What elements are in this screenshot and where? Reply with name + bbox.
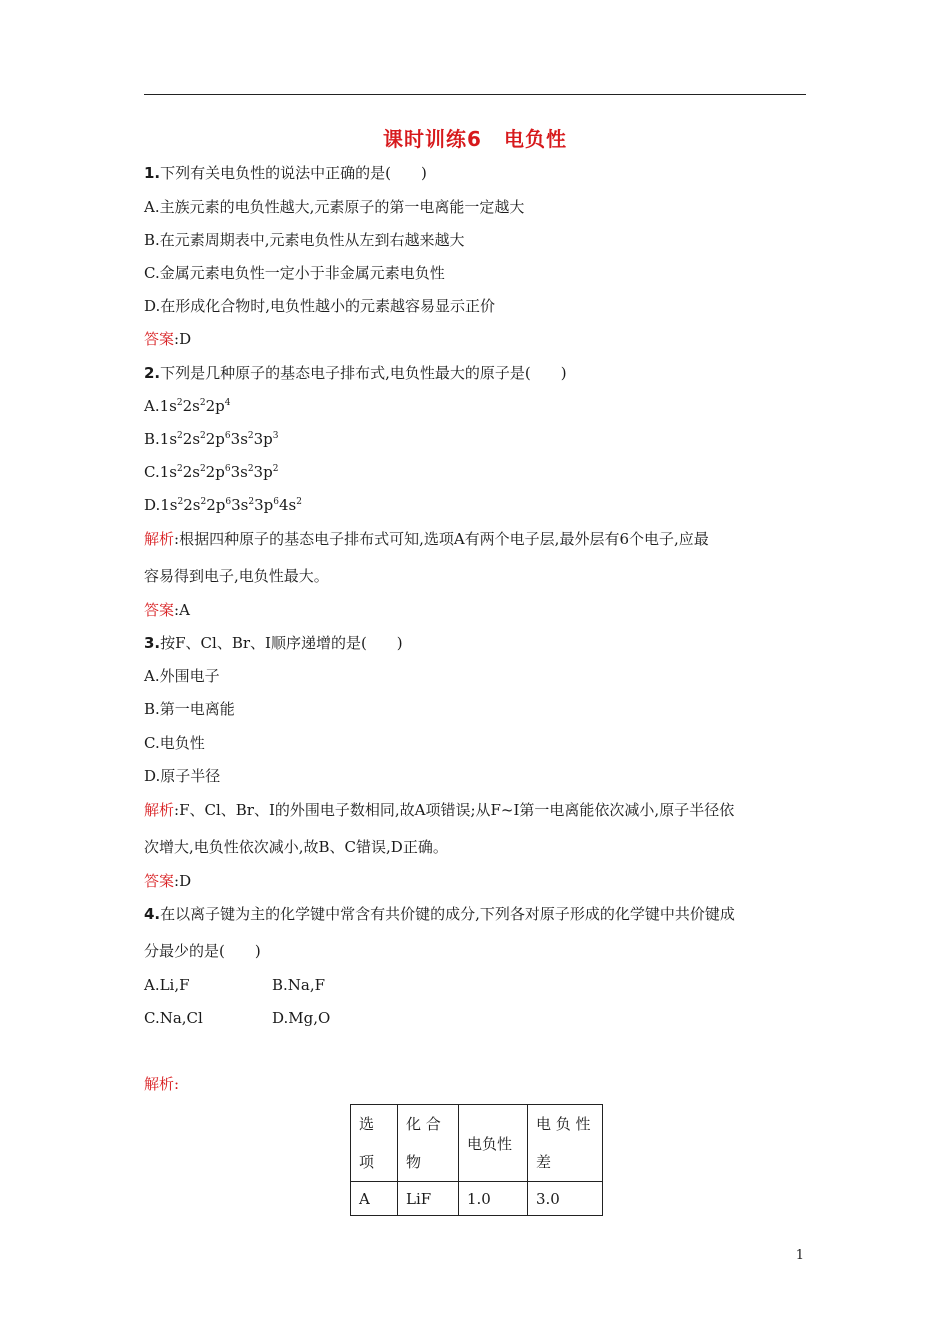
q4-option-d: D.Mg,O	[272, 1009, 331, 1027]
table-cell: 3.0	[528, 1182, 603, 1216]
q3-option-c: C.电负性	[144, 734, 205, 752]
table-cell: 1.0	[459, 1182, 528, 1216]
q4-option-c: C.Na,Cl	[144, 1009, 203, 1027]
table-header-cell: 化 合 物	[398, 1105, 459, 1182]
q1-option-a: A.主族元素的电负性越大,元素原子的第一电离能一定越大	[144, 198, 525, 216]
page-number: 1	[795, 1248, 804, 1263]
table-header-cell: 选 项	[351, 1105, 398, 1182]
table-row	[351, 1182, 603, 1216]
table-header-cell: 电 负 性 差	[528, 1105, 603, 1182]
q1-option-d: D.在形成化合物时,电负性越小的元素越容易显示正价	[144, 297, 496, 315]
q3-option-a: A.外围电子	[144, 667, 220, 685]
q2-option-b: $B.1s^22s^22p^63s^23p^3$	[144, 430, 279, 448]
q4-option-a: A.Li,F	[144, 976, 190, 994]
question-1-stem: 1.下列有关电负性的说法中正确的是( )	[144, 164, 427, 182]
table-header-cell: 电负性	[459, 1105, 528, 1182]
table-cell: A	[351, 1182, 398, 1216]
q2-answer: 答案:A	[144, 601, 190, 619]
q3-analysis-line-2: 次增大,电负性依次减小,故B、C错误,D正确。	[144, 838, 448, 856]
q4-options-row-1	[144, 975, 190, 995]
q1-answer: 答案:D	[144, 330, 192, 348]
electronegativity-table	[350, 1104, 603, 1216]
table-header-row	[351, 1105, 603, 1182]
header-rule	[144, 94, 806, 95]
table-cell: LiF	[398, 1182, 459, 1216]
page-title: 课时训练6 电负性	[383, 127, 567, 151]
q4-analysis-label: 解析:	[144, 1075, 180, 1093]
q2-analysis-line-2: 容易得到电子,电负性最大。	[144, 567, 329, 585]
q2-option-c: $C.1s^22s^22p^63s^23p^2$	[144, 463, 279, 481]
q1-option-c: C.金属元素电负性一定小于非金属元素电负性	[144, 264, 445, 282]
q2-option-d: $D.1s^22s^22p^63s^23p^64s^2$	[144, 496, 302, 514]
q3-analysis-line-1: 解析:F、Cl、Br、I的外围电子数相同,故A项错误;从F~I第一电离能依次减小,原子半径依	[144, 801, 735, 819]
q3-option-b: B.第一电离能	[144, 700, 235, 718]
question-4-stem-line-2: 分最少的是( )	[144, 942, 261, 960]
q2-analysis-line-1: 解析:根据四种原子的基态电子排布式可知,选项A有两个电子层,最外层有6个电子,应最	[144, 530, 709, 548]
question-2-stem: 2.下列是几种原子的基态电子排布式,电负性最大的原子是( )	[144, 364, 567, 382]
q3-answer: 答案:D	[144, 872, 192, 890]
question-3-stem: 3.按F、Cl、Br、I顺序递增的是( )	[144, 634, 403, 652]
q1-option-b: B.在元素周期表中,元素电负性从左到右越来越大	[144, 231, 465, 249]
q4-option-b: B.Na,F	[272, 976, 326, 994]
q2-option-a: $A.1s^22s^22p^4$	[144, 397, 231, 415]
q3-option-d: D.原子半径	[144, 767, 221, 785]
question-4-stem-line-1: 4.在以离子键为主的化学键中常含有共价键的成分,下列各对原子形成的化学键中共价键成	[144, 905, 735, 923]
